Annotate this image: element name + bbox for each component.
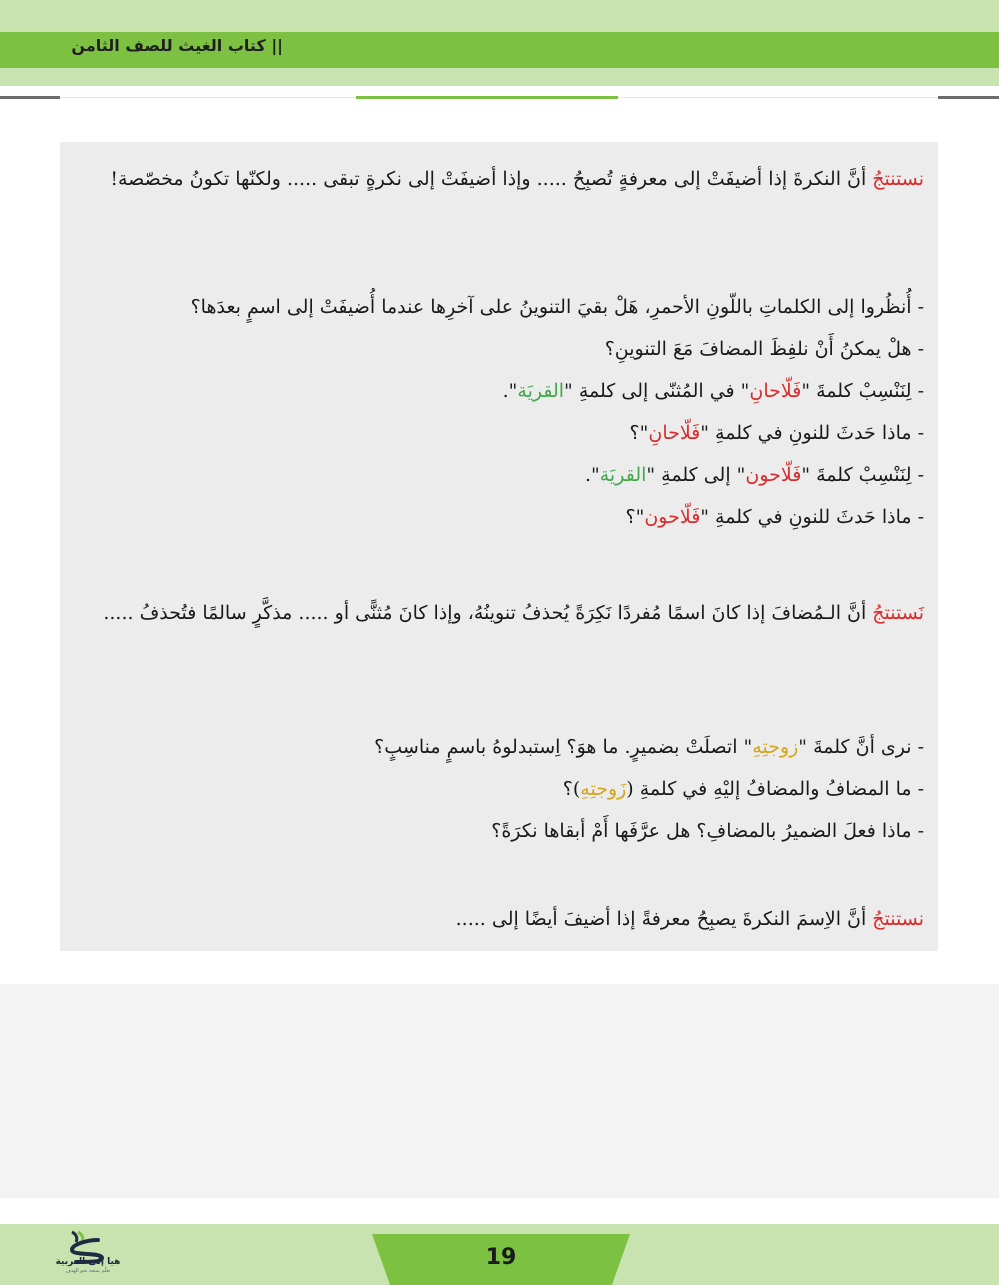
conclusion-text: أنَّ الاِسمَ النكرةَ يصبِحُ معرفةً إذا أضيفَ أيضًا إلى ..... xyxy=(455,908,873,930)
book-title: || كتاب الغيث للصف الثامن xyxy=(71,36,283,55)
divider-center xyxy=(356,96,618,99)
question-5: - لِنَنْسِبْ كلمةَ "فَلّاحون" إلى كلمةِ "القريَة". xyxy=(584,464,924,486)
conclusion-text: أنَّ الـمُضافَ إذا كانَ اسمًا مُفردًا نَكِرَةً يُحذفُ تنوينُهُ، وإذا كانَ مُثنًّى أو ..... مذكَّرٍ سالمًا فتُحذفُ ..... xyxy=(103,602,873,624)
highlight-word: فَلّاحون xyxy=(644,506,701,528)
header-top-band xyxy=(0,0,999,32)
question-1: - أُنظُروا إلى الكلماتِ باللّونِ الأحمرِ، هَلْ بقيَ التنوينُ على آخرِها عندما أُضيفَتْ إلى اسمٍ بعدَها؟ xyxy=(190,296,924,318)
divider-left xyxy=(0,96,60,99)
question-4: - ماذا حَدثَ للنونِ في كلمةِ "فَلّاحانِ"؟ xyxy=(629,422,924,444)
question-7: - نرى أنَّ كلمةَ "زوجتِهِ" اتصلَتْ بضميرٍ. ما هوَ؟ اِستبدلوهُ باسمٍ مناسِبٍ؟ xyxy=(374,736,924,758)
brand-logo-subtext: تعلّم بمتعة نحو الهدف xyxy=(65,1268,111,1274)
question-9: - ماذا فعلَ الضميرُ بالمضافِ؟ هل عرَّفَها أَمْ أبقاها نكرَةً؟ xyxy=(491,820,924,842)
conclusion-2 xyxy=(84,592,924,634)
question-6: - ماذا حَدثَ للنونِ في كلمةِ "فَلّاحون"؟ xyxy=(625,506,924,528)
conclusion-3 xyxy=(84,898,924,940)
question-2: - هلْ يمكنُ أَنْ نلفِظَ المضافَ مَعَ التنوينِ؟ xyxy=(604,338,924,360)
divider-light-right xyxy=(618,97,938,98)
conclusion-label: نَستنتجُ xyxy=(872,602,924,624)
highlight-word: زوجتِهِ xyxy=(752,736,799,758)
conclusion-label: نستنتجُ xyxy=(872,908,924,930)
notes-area xyxy=(0,984,999,1198)
divider-right xyxy=(938,96,999,99)
brand-logo-text: هيا إلى العربية xyxy=(55,1257,121,1267)
highlight-word: فَلّاحانِ xyxy=(648,422,701,444)
highlight-word: زَوجتِهِ xyxy=(580,778,627,800)
page-number: 19 xyxy=(485,1245,517,1270)
highlight-word: فَلّاحانِ xyxy=(749,380,802,402)
divider-light-left xyxy=(60,97,356,98)
question-8: - ما المضافُ والمضافُ إليْهِ في كلمةِ (زَوجتِهِ)؟ xyxy=(562,778,924,800)
conclusion-1 xyxy=(84,158,924,200)
lesson-content-box xyxy=(60,142,938,951)
highlight-word: فَلّاحون xyxy=(745,464,802,486)
highlight-word: القريَة xyxy=(517,380,565,402)
highlight-word: القريَة xyxy=(599,464,647,486)
conclusion-text: أنَّ النكرةَ إذا أضيفَتْ إلى معرفةٍ تُصبِحُ ..... وإذا أضيفَتْ إلى نكرةٍ تبقى ..... ولكنّها تكونُ مخصّصة! xyxy=(110,168,873,190)
conclusion-label: نستنتجُ xyxy=(872,168,924,190)
header-bottom-band xyxy=(0,68,999,86)
question-3: - لِنَنْسِبْ كلمةَ "فَلّاحانِ" في المُثنّى إلى كلمةِ "القريَة". xyxy=(502,380,924,402)
